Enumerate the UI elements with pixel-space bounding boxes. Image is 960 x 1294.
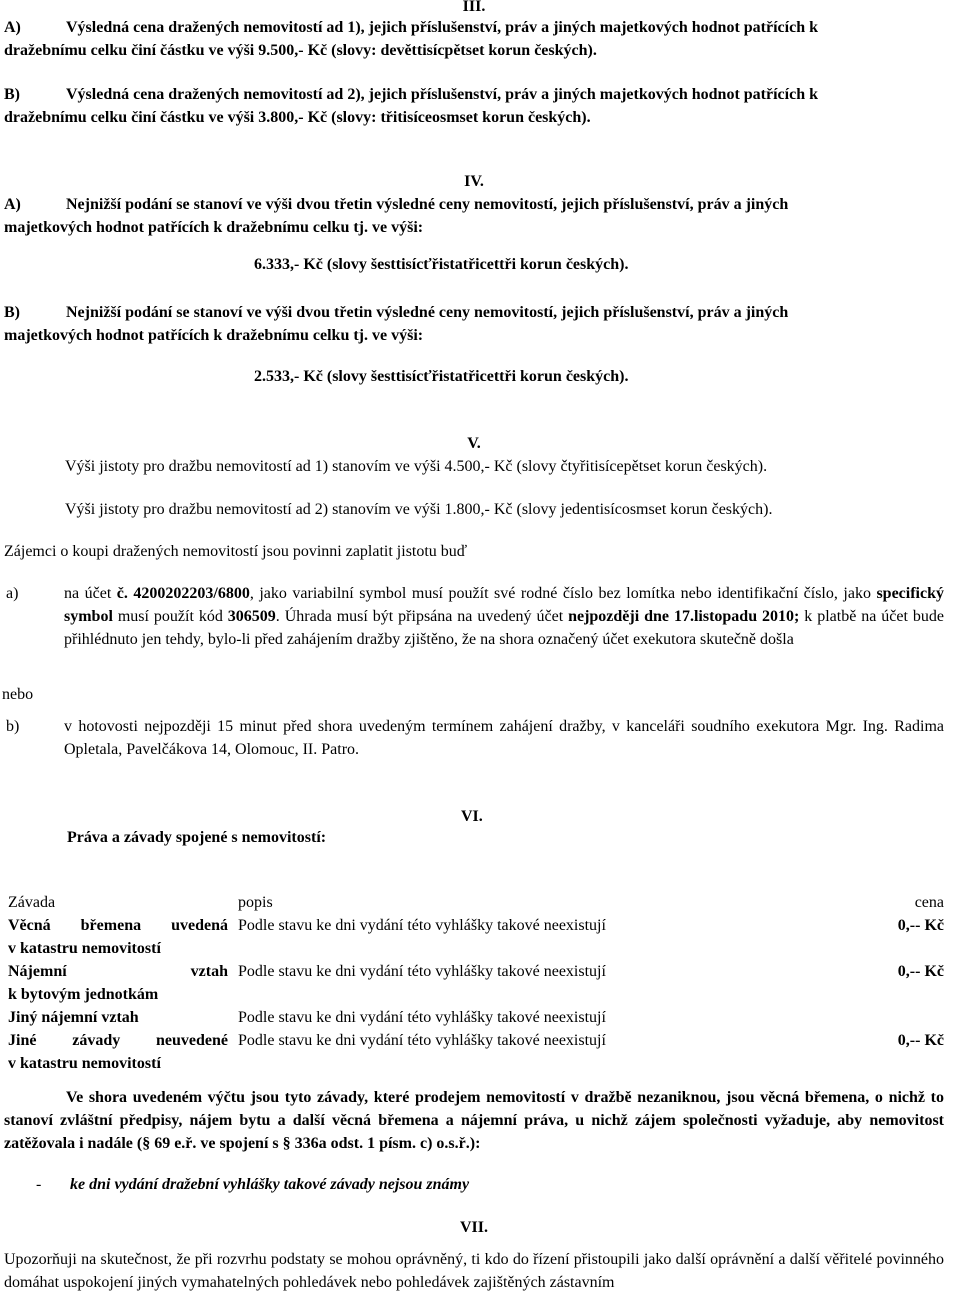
defects-table [8, 891, 944, 1075]
table-row [8, 1029, 944, 1075]
table-cell-price [798, 1006, 944, 1029]
section-iv-b [4, 301, 944, 388]
paragraph-text: Výsledná cena dražených nemovitostí ad 1), jejich příslušenství, práv a jiných majetkových hodnot patřících k [66, 19, 818, 36]
table-cell-price: 0,-- Kč [897, 963, 944, 980]
table-cell-description: Podle stavu ke dni vydání této vyhlášky takové neexistují [238, 963, 606, 980]
deposit-line-1: Výši jistoty pro dražbu nemovitostí ad 1) stanovím ve výši 4.500,- Kč (slovy čtyřitisícepětset korun českých). [65, 458, 768, 475]
item-label: B) [4, 86, 20, 103]
payment-option-a [4, 582, 944, 651]
table-cell-description: Podle stavu ke dni vydání této vyhlášky takové neexistují [238, 1009, 606, 1026]
section-iv-heading: IV. [464, 173, 484, 190]
paragraph-text: dražebnímu celku činí částku ve výši 9.500,- Kč (slovy: devěttisícpětset korun českých). [4, 42, 597, 59]
table-cell-defect: Jiné závady neuvedené v katastru nemovitostí [8, 1032, 228, 1072]
table-header: cena [914, 894, 944, 911]
table-row [8, 960, 944, 1006]
table-header: Závada [8, 894, 56, 911]
rights-defects-subtitle: Práva a závady spojené s nemovitostí: [67, 829, 327, 846]
list-text: na účet č. 4200202203/6800, jako variabilní symbol musí použít své rodné číslo bez lomítka nebo identifikační číslo, jako specifický symbol musí použít kód 306509. Úhrada musí být připsána na uvedený účet nejpozději dne 17.listopadu 2010; k platbě na účet bude přihlédnuto jen tehdy, bylo-li před zahájením dražby zjištěno, že na shora označený účet exekutora skutečně došla [64, 585, 944, 648]
table-cell-price: 0,-- Kč [897, 917, 944, 934]
list-key: b) [6, 718, 20, 735]
section-vii-heading: VII. [459, 1219, 488, 1236]
paragraph-text: majetkových hodnot patřících k dražebnímu celku tj. ve výši: [4, 219, 424, 236]
item-label: A) [4, 19, 21, 36]
item-label: A) [4, 196, 21, 213]
section-iii-a [4, 16, 944, 62]
minimum-bid-amount: 2.533,- Kč (slovy šesttisícťřistatřicettři korun českých). [254, 368, 629, 385]
section-vi-heading: VI. [461, 808, 483, 825]
section-iv-a [4, 193, 944, 276]
table-cell-description: Podle stavu ke dni vydání této vyhlášky takové neexistují [238, 1032, 606, 1049]
minimum-bid-amount: 6.333,- Kč (slovy šesttisícťřistatřicettři korun českých). [254, 256, 629, 273]
table-cell-defect: Jiný nájemní vztah [8, 1009, 139, 1026]
section-iii-heading: III. [462, 0, 486, 15]
bullet-text: ke dni vydání dražební vyhlášky takové závady nejsou známy [70, 1176, 470, 1193]
list-text: v hotovosti nejpozději 15 minut před shora uvedeným termínem zahájení dražby, v kanceláři soudního exekutora Mgr. Ing. Radima Opletala, Pavelčákova 14, Olomouc, II. Patro. [64, 718, 944, 758]
paragraph-text: Nejnižší podání se stanoví ve výši dvou třetin výsledné ceny nemovitostí, jejich příslušenství, práv a jiných [66, 196, 789, 213]
table-row [8, 1006, 944, 1029]
payment-option-b [4, 715, 944, 761]
list-key: a) [6, 585, 19, 602]
table-cell-description: Podle stavu ke dni vydání této vyhlášky takové neexistují [238, 917, 606, 934]
paragraph-text: dražebnímu celku činí částku ve výši 3.800,- Kč (slovy: třitisíceosmset korun českých). [4, 109, 591, 126]
table-header-row [8, 891, 944, 914]
table-cell-defect: Nájemní vztah k bytovým jednotkám [8, 963, 228, 1003]
paragraph-text: Výsledná cena dražených nemovitostí ad 2), jejich příslušenství, práv a jiných majetkových hodnot patřících k [66, 86, 818, 103]
item-label: B) [4, 304, 20, 321]
defects-note: Ve shora uvedeném výčtu jsou tyto závady, které prodejem nemovitostí v dražbě nezaniknou, jsou věcná břemena, o nichž to stanoví zvláštní předpisy, nájem bytu a další věcná břemena a nájemní práva, u nichž zájem společnosti vyžaduje, aby nemovitost zatěžovala i nadále (§ 69 e.ř. ve spojení s § 336a odst. 1 písm. c) o.s.ř.): [4, 1089, 944, 1152]
table-cell-price: 0,-- Kč [897, 1032, 944, 1049]
paragraph-text: Nejnižší podání se stanoví ve výši dvou třetin výsledné ceny nemovitostí, jejich příslušenství, práv a jiných [66, 304, 789, 321]
table-cell-defect: Věcná břemena uvedená v katastru nemovitostí [8, 917, 228, 957]
bullet-dash: - [36, 1176, 42, 1193]
table-header: popis [238, 894, 273, 911]
defects-bullet [36, 1173, 936, 1196]
deposit-line-2: Výši jistoty pro dražbu nemovitostí ad 2) stanovím ve výši 1.800,- Kč (slovy jedentisícosmset korun českých). [65, 501, 773, 518]
section-vii-text: Upozorňuji na skutečnost, že při rozvrhu podstaty se mohou oprávněný, ti kdo do řízení přistoupili jako další oprávnění a další věřitelé povinného domáhat uspokojení jiných vymahatelných pohledávek nebo pohledávek zajištěných zástavním [4, 1251, 944, 1291]
nebo-text: nebo [2, 686, 34, 703]
paragraph-text: majetkových hodnot patřících k dražebnímu celku tj. ve výši: [4, 327, 424, 344]
deposit-intro: Zájemci o koupi dražených nemovitostí jsou povinni zaplatit jistotu buď [4, 543, 468, 560]
section-iii-b [4, 83, 944, 129]
section-v-heading: V. [467, 435, 481, 452]
table-row [8, 914, 944, 960]
